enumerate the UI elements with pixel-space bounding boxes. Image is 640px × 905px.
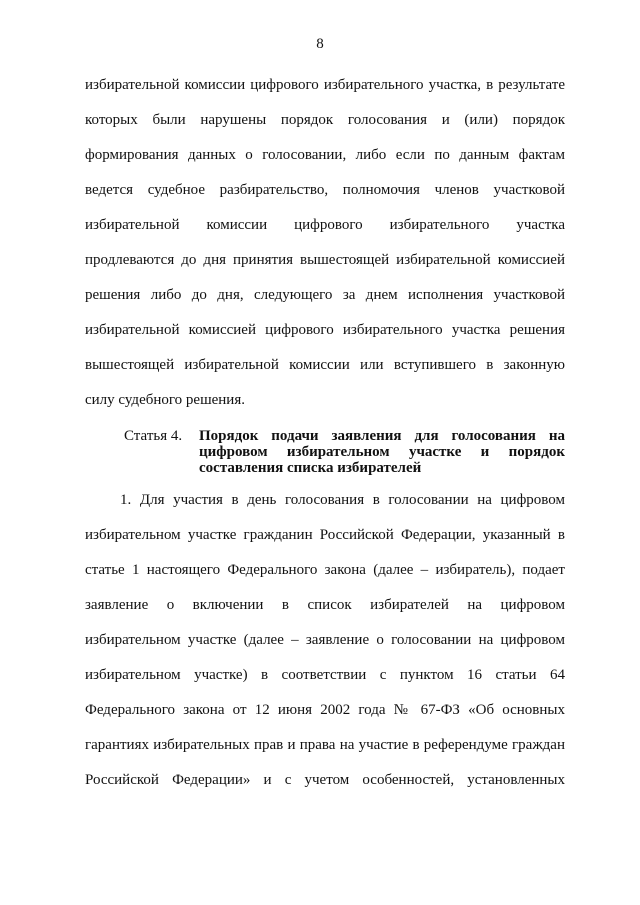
text-line: 1. Для участия в день голосования в голосовании на цифровом — [120, 492, 565, 508]
text-line: Российской Федерации» и с учетом особенностей, установленных — [85, 772, 565, 788]
article-title-line: Порядок подачи заявления для голосования на — [199, 428, 565, 444]
text-line: заявление о включении в список избирателей на цифровом — [85, 597, 565, 613]
text-line: продлеваются до дня принятия вышестоящей избирательной комиссией — [85, 252, 565, 268]
article-title-line: цифровом избирательном участке и порядок — [199, 444, 565, 460]
text-line: избирательном участке) в соответствии с пунктом 16 статьи 64 — [85, 667, 565, 683]
text-line: избирательной комиссии цифрового избирательного участка, в результате — [85, 77, 565, 93]
text-line: избирательном участке гражданин Российской Федерации, указанный в — [85, 527, 565, 543]
text-line: гарантиях избирательных прав и права на участие в референдуме граждан — [85, 737, 565, 753]
article-title — [199, 428, 565, 476]
article-title-line: составления списка избирателей — [199, 460, 422, 476]
text-line: вышестоящей избирательной комиссии или вступившего в законную — [85, 357, 565, 373]
text-line: избирательной комиссии цифрового избирательного участка — [85, 217, 565, 233]
text-line: которых были нарушены порядок голосования и (или) порядок — [85, 112, 565, 128]
text-line: формирования данных о голосовании, либо если по данным фактам — [85, 147, 565, 163]
text-line: решения либо до дня, следующего за днем исполнения участковой — [85, 287, 565, 303]
text-line: статье 1 настоящего Федерального закона (далее – избиратель), подает — [85, 562, 565, 578]
text-line: ведется судебное разбирательство, полномочия членов участковой — [85, 182, 565, 198]
text-line: избирательном участке (далее – заявление о голосовании на цифровом — [85, 632, 565, 648]
text-line: Федерального закона от 12 июня 2002 года № 67-ФЗ «Об основных — [85, 702, 565, 718]
text-line: силу судебного решения. — [85, 392, 245, 408]
article-label: Статья 4. — [124, 428, 183, 444]
text-line: избирательной комиссией цифрового избирательного участка решения — [85, 322, 565, 338]
page-number: 8 — [316, 36, 324, 52]
